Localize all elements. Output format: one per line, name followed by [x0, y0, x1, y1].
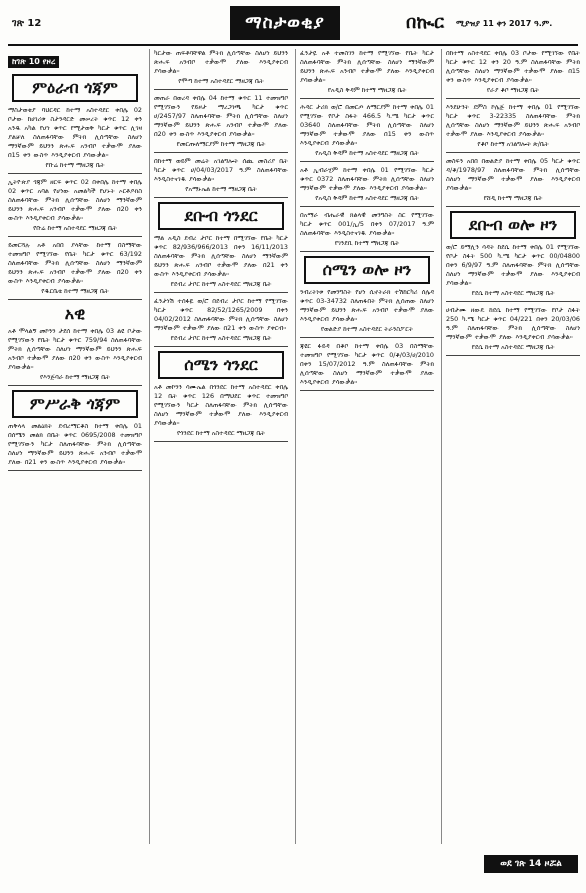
classified-ad [8, 327, 142, 386]
ad-signature: የደሴ ከተማ አስተዳደር ማዘጋጃ ቤት [471, 343, 555, 351]
ad-signature: የራያ ቆቦ ማዘጋጃ ቤት [486, 86, 540, 94]
ad-text: በከተማ አስተዳደር ቀበሌ 03 ቦታው የሚገኘው የቤት ካርታ ቁጥር 12 ቀን 20 ዓ.ም ስለጠፋባቸው ምትክ ሊሰጣቸው ስለሆነ ማንኛውም ተቃውሞ ያለው በ15 ቀን ውስጥ እንዲያቀርብ ያሳውቃል፡፡ [446, 49, 580, 84]
classified-ad [446, 157, 580, 207]
ad-signature: የቆቦ ከተማ አገልግሎት ጽ/ቤት [477, 140, 549, 148]
ad-text: መስፍን አበበ በወልድያ ከተማ ቀበሌ 05 ካርታ ቁጥር ዳ/ቆ/1978/97 ስለጠፋባቸው ምትክ ሊሰጣቸው ስለሆነ ማንኛውም ተቃውሞ ያለው እንዲያቀርብ ያሳውቃል፡፡ [446, 157, 580, 192]
page-header [8, 6, 580, 42]
classified-ad [300, 49, 434, 99]
ad-signature: የገንደቢ ከተማ ማዘጋጃ ቤት [334, 239, 400, 247]
ad-signature: የመርጡለማርያም ከተማ ማዘጋጃ ቤት [176, 140, 266, 148]
classified-ad [446, 306, 580, 356]
ad-list [154, 49, 288, 198]
ad-text: ፈንታዬ አቶ ተመስገን ከተማ የሚገኘው የቤት ካርታ ስለጠፋባቸው ምትክ ሊሰጣቸው ስለሆነ ማንኛውም ይህንን ጽሑፍ አንብቦ ተቃውሞ ያለው እንዲያቀርብ ያሳውቃል፡፡ [300, 49, 434, 84]
ad-separator [300, 161, 434, 162]
ad-text: ሕዳር ታሪክ ወ/ሮ በመርጦ ለማርያም ከተማ ቀበሌ 01 የሚገኘው የቦታ ስፋት 466.5 ካ.ሜ ካርታ ቁጥር 03640 ስለጠፋባቸው ምትክ ሊሰጣቸው ስለሆነ ማንኛውም ተቃውሞ ያለው በ15 ቀን ውስጥ እንዲያቀርብ ያሳውቃል፡፡ [300, 103, 434, 147]
ad-text: ማል አዲስ ደብረ ታቦር ከተማ በሚገኘው የቤት ካርታ ቁጥር 82/936/966/2013 በቀን 16/11/2013 ስለጠፋባቸው ምትክ ሊሰጣቸው ስለሆነ ማንኛውም ይህንን ጽሑፍ አንብቦ ተቃውሞ ያለው በ21 ቀን ውስጥ እንዲያቀርብ ያሳውቃል፡፡ [154, 234, 288, 278]
classified-ad [300, 211, 434, 252]
ad-separator [154, 292, 288, 293]
classified-ad [300, 342, 434, 391]
ad-separator [300, 390, 434, 391]
issue-date: ሚያዝያ 11 ቀን 2017 ዓ.ም. [456, 19, 553, 28]
ad-text: መጠራ በወረዳ ቀበሌ 04 ከተማ ቁጥር 11 ተመዝግቦ የሚገኘውን የይዞታ ማረጋገጫ ካርታ ቁጥር ሀ/2457/97 ስለጠፋባቸው ምትክ ሊሰጣቸው ስለሆነ ማንኛውም ይህንን ጽሑፍ አንብቦ ተቃውሞ ያለው በ20 ቀን ውስጥ እንዲያቀርብ ያሳውቃል፡፡ [154, 94, 288, 138]
ad-signature: የአማኑኤል ከተማ ማዘጋጃ ቤት [185, 185, 257, 193]
ad-separator [154, 197, 288, 198]
ad-list [300, 288, 434, 391]
ad-signature: የሸዲ ከተማ ማዘጋጃ ቤት [483, 194, 543, 202]
ad-text: ወ/ሮ ይማሊን ሳዳት ከደሴ ከተማ ቀበሌ 01 የሚገኘው የቦታ ስፋት 500 ካ.ሜ ካርታ ቁጥር 00/04800 በቀን 6/9/97 ዓ.ም ስለጠፋባቸው ምትክ ሊሰጣቸው ስለሆነ ማንኛውም ተቃውሞ ያለው እንዲያቀርብ ያሳውቃል፡፡ [446, 243, 580, 287]
ad-list [8, 106, 142, 300]
ad-text: ሀብታሙ ዘውዴ ከደሴ ከተማ የሚገኘው የቦታ ስፋት 250 ካ.ሜ ካርታ ቁጥር 04/221 በቀን 20/03/06 ዓ.ም ስለጠፋባቸው ምትክ ሊሰጣቸው ስለሆነ ማንኛውም ተቃውሞ ያለው እንዲያቀርብ ያሳውቃል፡፡ [446, 306, 580, 341]
ad-list [8, 422, 142, 471]
continued-tag: ከገጽ 10 የዞረ [8, 56, 59, 68]
classified-ad [154, 157, 288, 198]
ad-text: ይመርሻሉ አቶ አበበ ያላቸው ከተማ በስማቸው ተመዝግቦ የሚገኘው የቤት ካርታ ቁጥር 63/192 ስለጠፋባቸው ምትክ ሊሰጣቸው ስለሆነ ማንኛውም ይህንን ጽሑፍ አንብቦ ተቃውሞ ያለው በ20 ቀን ውስጥ እንዲያቀርብ ያሳውቃል፡፡ [8, 241, 142, 285]
ad-text: ኢትዮጵያ ጎጃም ዘርፍ ቁጥር 02 በቀበሌ ከተማ ቀበሌ 02 ቁጥር አባል የሆነው አመልካች የሆኑት ኦርቶዶክስ ስለጠፋባቸው ምትክ ሊሰጣቸው ስለሆነ ማንኛውም ይህንን ጽሑፍ አንብቦ ተቃውሞ ያለው በ20 ቀን ውስጥ እንዲያቀርብ ያሳውቃል፡፡ [8, 178, 142, 222]
classified-ad [300, 288, 434, 338]
ad-list [154, 383, 288, 442]
header-rule [8, 44, 578, 46]
section-title: ምሥራቅ ጎጃም [12, 390, 138, 418]
ad-text: በአማራ ብሔራዊ ክልላዊ መንግስት ስር የሚገኘው ካርታ ቁጥር 001/ኢ/5 በቀን 07/2017 ዓ.ም ስለጠፋባቸው እንዲስተናገዱ ያሳውቃል፡፡ [300, 211, 434, 237]
classified-ad [154, 383, 288, 442]
ad-signature: የአዲስ ቅዳም ከተማ አስተዳደር ማዘጋጃ ቤት [315, 194, 419, 202]
classified-ad [154, 234, 288, 293]
ad-signature: የደብረ ታቦር ከተማ አስተዳደር ማዘጋጃ ቤት [170, 280, 272, 288]
ad-separator [300, 98, 434, 99]
ad-separator [446, 301, 580, 302]
ad-text: ካርታው ጠፍቶባቸዋል ምትክ ሊሰጣቸው ስለሆነ ይህንን ጽሑፍ አንብቦ ተቃውሞ ያለው እንዲያቀርብ ያሳውቃል፡፡ [154, 49, 288, 75]
ad-separator [154, 346, 288, 347]
ad-signature: የደብረ ታቦር ከተማ አስተዳደር ማዘጋጃ ቤት [170, 334, 272, 342]
ad-signature: የወልድያ ከተማ አስተዳደር ትራንስፖርት [320, 325, 414, 333]
newspaper-brand: በኲር [406, 12, 445, 33]
ad-signature: የዱርቤቴ ከተማ ማዘጋጃ ቤት [41, 287, 109, 295]
section-title: ሰሜን ወሎ ዞን [304, 256, 430, 284]
ad-text: ፈንታነሽ ተሰፋዬ ወ/ሮ በደብረ ታቦር ከተማ የሚገኘው ካርታ ቁጥር 82/52/1265/2009 በቀን 04/02/2012 ስለጠፋባቸው ምትክ ሊሰጣቸው ስለሆነ ማንኛውም ተቃውሞ ያለው በ21 ቀን ውስጥ ያቀርብ፡፡ [154, 297, 288, 332]
ad-list [300, 49, 434, 252]
classified-ad [154, 297, 288, 347]
classified-ad [154, 94, 288, 153]
ad-separator [154, 441, 288, 442]
column-1 [8, 49, 142, 849]
ad-separator [8, 385, 142, 386]
ad-separator [8, 236, 142, 237]
classified-ad [8, 241, 142, 300]
classified-ad [300, 166, 434, 207]
classified-ad [300, 103, 434, 162]
ad-signature: የቡሬ ከተማ አስተዳደር ማዘጋጃ ቤት [33, 224, 117, 232]
classified-ad [446, 103, 580, 153]
ad-separator [8, 470, 142, 471]
ad-text: ጃዩር ፋይዳ በቆቦ ከተማ ቀበሌ 03 በስማቸው ተመዝግቦ የሚገኘው ካርታ ቁጥር 0/ቆ/03/ሀ/2010 በቀን 15/07/2012 ዓ.ም ስለጠፋባቸው ምትክ ሊሰጣቸው ስለሆነ ማንኛውም ተቃውሞ ያለው እንዲያቀርብ ያሳውቃል፡፡ [300, 342, 434, 386]
columns [8, 49, 580, 849]
classified-ad [8, 422, 142, 471]
ad-text: ማስታወቂያ ባህርዳር ከተማ አስተዳደር ቀበሌ 02 ቦታው ከሀገሪቱ ስታንዳርድ መሠረት ቁጥር 12 ቀን አንዱ አካል የሆነ ቁጥር የሚታወቅ ካርታ ቁጥር ሊገዛ ያልቻለ ስለጠፋባቸው ምትክ ሊሰጣቸው ስለሆነ ማንኛውም ይህንን ጽሑፍ አንብቦ ተቃውሞ ያለው በ15 ቀን ውስጥ እንዲያቀርብ ያሳውቃል፡፡ [8, 106, 142, 159]
section-title: ደቡብ ጎንደር [158, 202, 284, 230]
classified-ad [8, 106, 142, 174]
classified-ad [8, 178, 142, 237]
ad-separator [8, 173, 142, 174]
ad-text: ንብረትነቱ የመንግስት የሆነ ሲኖትራክ ተሽከርካሪ ሰሌዳ ቁጥር 03-34732 ስለጠፋበት ምትክ ሊሰጠው ስለሆነ ማንኛውም ይህንን ጽሑፍ አንብቦ ተቃውሞ ያለው እንዲያቀርብ ያሳውቃል፡፡ [300, 288, 434, 323]
ad-separator [8, 299, 142, 300]
ad-separator [154, 152, 288, 153]
ad-separator [446, 206, 580, 207]
ad-signature: የአዲስ ቅዳም ከተማ አስተዳደር ማዘጋጃ ቤት [315, 149, 419, 157]
section-title: ደቡብ ወሎ ዞን [450, 211, 576, 239]
section-masthead: ማስታወቂያ [230, 6, 340, 40]
ad-signature: የደሴ ከተማ አስተዳደር ማዘጋጃ ቤት [471, 289, 555, 297]
page-number: ገጽ 12 [12, 18, 42, 29]
ad-list [446, 243, 580, 356]
classified-ad [154, 49, 288, 90]
column-3 [300, 49, 434, 849]
continued-footer: ወደ ገጽ 14 ዞሯል [484, 855, 578, 873]
ad-signature: የሞጣ ከተማ አስተዳደር ማዘጋጃ ቤት [178, 77, 264, 85]
section-title: ምዕራብ ጎጃም [12, 74, 138, 102]
ad-text: በከተማ ወይም መሬት አገልግሎት ሰጪ መስሪያ ቤት ካርታ ቁጥር ሀ/04/03/2017 ዓ.ም ስለጠፋባቸው እንዲስተናገዱ ያሳውቃል፡፡ [154, 157, 288, 183]
ad-separator [154, 89, 288, 90]
ad-separator [446, 152, 580, 153]
column-4 [446, 49, 580, 849]
ad-list [154, 234, 288, 347]
classified-ad [446, 243, 580, 302]
section-title: ሰሜን ጎንደር [158, 351, 284, 379]
ad-signature: የጎንደር ከተማ አስተዳደር ማዘጋጃ ቤት [176, 429, 266, 437]
ad-list [8, 327, 142, 386]
ad-signature: የቡሬ ከተማ ማዘጋጃ ቤት [45, 161, 105, 169]
section-title: አዊ [64, 304, 86, 323]
ad-list [446, 49, 580, 207]
ad-signature: የእንጅባራ ከተማ ማዘጋጃ ቤት [40, 373, 110, 381]
ad-text: አቶ መኮንን ሳሙኤል በጎንደር ከተማ አስተዳደር ቀበሌ 12 ቤት ቁጥር 126 በማህደር ቁጥር ተመዝግቦ የሚገኘውን ካርታ ስለጠፋባቸው ምትክ ሊሰጣቸው ስለሆነ ማንኛውም ተቃውሞ ያለው እንዲያቀርብ ያሳውቃል፡፡ [154, 383, 288, 427]
ad-separator [446, 355, 580, 356]
ad-separator [300, 337, 434, 338]
ad-text: ጠቅላላ መልዕክት ደብረማርቆስ ከተማ ቀበሌ 01 በሰሜን መልክ በቤት ቁጥር 0695/2008 ተመዝግቦ የሚገኘውን ካርታ ስለጠፋባቸው ምትክ ሊሰጣቸው ስለሆነ ማንኛውም ይህንን ጽሑፍ አንብቦ ተቃውሞ ያለው በ21 ቀን ውስጥ እንዲያቀርብ ያሳውቃል፡፡ [8, 422, 142, 466]
ad-separator [446, 98, 580, 99]
ad-text: አቶ ሞላልኝ መኮንን ታደሰ ከተማ ቀበሌ 03 ልዩ ቦታው የሚገኘውን የቤት ካርታ ቁጥር 759/94 ስለጠፋባቸው ምትክ ሊሰጣቸው ስለሆነ ማንኛውም ይህንን ጽሑፍ አንብቦ ተቃውሞ ያለው በ20 ቀን ውስጥ እንዲያቀርብ ያሳውቃል፡፡ [8, 327, 142, 371]
classified-ad [446, 49, 580, 99]
ad-separator [300, 251, 434, 252]
ad-text: አቶ ኢብራሂም ከተማ ቀበሌ 01 የሚገኘው ካርታ ቁጥር 0372 ስለጠፋባቸው ምትክ ሊሰጣቸው ስለሆነ ማንኛውም ተቃውሞ ያለው እንዲያቀርብ ያሳውቃል፡፡ [300, 166, 434, 192]
ad-signature: የአዲስ ቅዳም ከተማ ማዘጋጃ ቤት [327, 86, 407, 94]
ad-text: እንደሁንት ደምስ ኮሌጅ ከተማ ቀበሌ 01 የሚገኘው ካርታ ቁጥር 3-22335 ስለጠፋባቸው ምትክ ሊሰጣቸው ስለሆነ ማንኛውም ይህንን ጽሑፍ አንብቦ ተቃውሞ ያለው እንዲያቀርብ ያሳውቃል፡፡ [446, 103, 580, 138]
ad-separator [300, 206, 434, 207]
column-2 [154, 49, 288, 849]
